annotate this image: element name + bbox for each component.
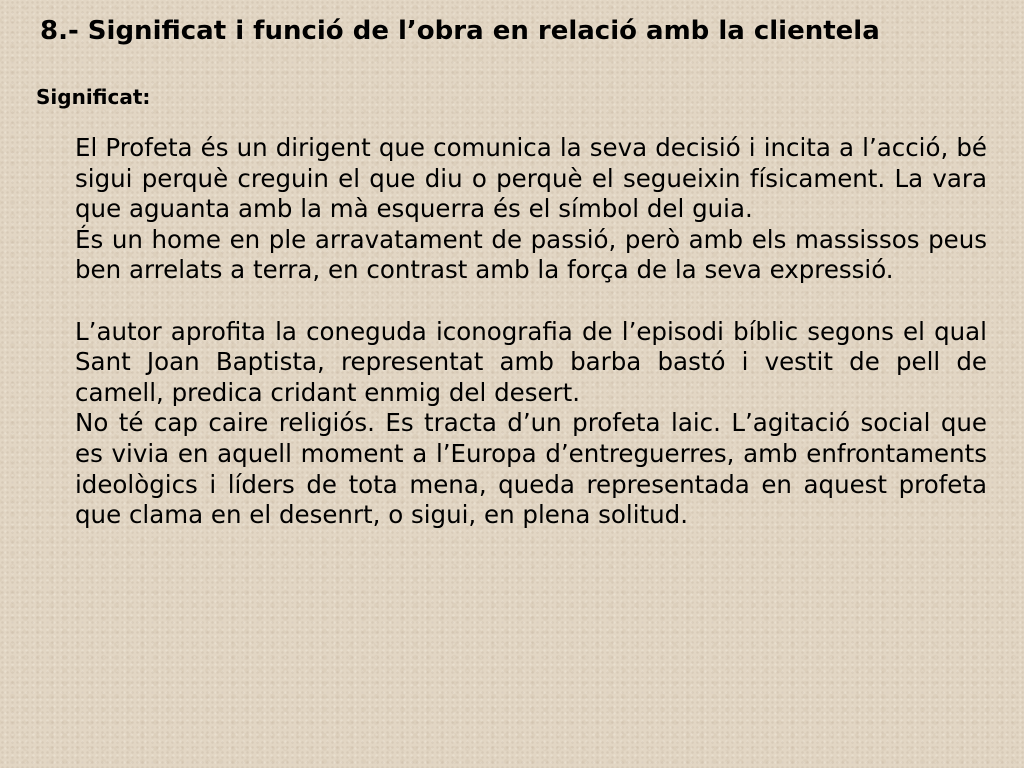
section-heading: Significat: <box>36 85 151 109</box>
slide-title: 8.- Significat i funció de l’obra en relació amb la clientela <box>40 16 880 46</box>
paragraph: No té cap caire religiós. Es tracta d’un profeta laic. L’agitació social que es vivia en aquell moment a l’Europa d’entreguerres, amb enfrontaments ideològics i líders de tota mena, queda representada en aquest profeta que clama en el desenrt, o sigui, en plena solitud. <box>75 408 987 530</box>
paragraph: És un home en ple arravatament de passió, però amb els massissos peus ben arrelats a terra, en contrast amb la força de la seva expressió. <box>75 224 987 285</box>
body-text <box>75 133 987 531</box>
paragraph: El Profeta és un dirigent que comunica la seva decisió i incita a l’acció, bé sigui perquè creguin el que diu o perquè el segueixin físicament. La vara que aguanta amb la mà esquerra és el símbol del guia. <box>75 133 987 224</box>
paragraph: L’autor aprofita la coneguda iconografia de l’episodi bíblic segons el qual Sant Joan Baptista, representat amb barba bastó i vestit de pell de camell, predica cridant enmig del desert. <box>75 316 987 407</box>
